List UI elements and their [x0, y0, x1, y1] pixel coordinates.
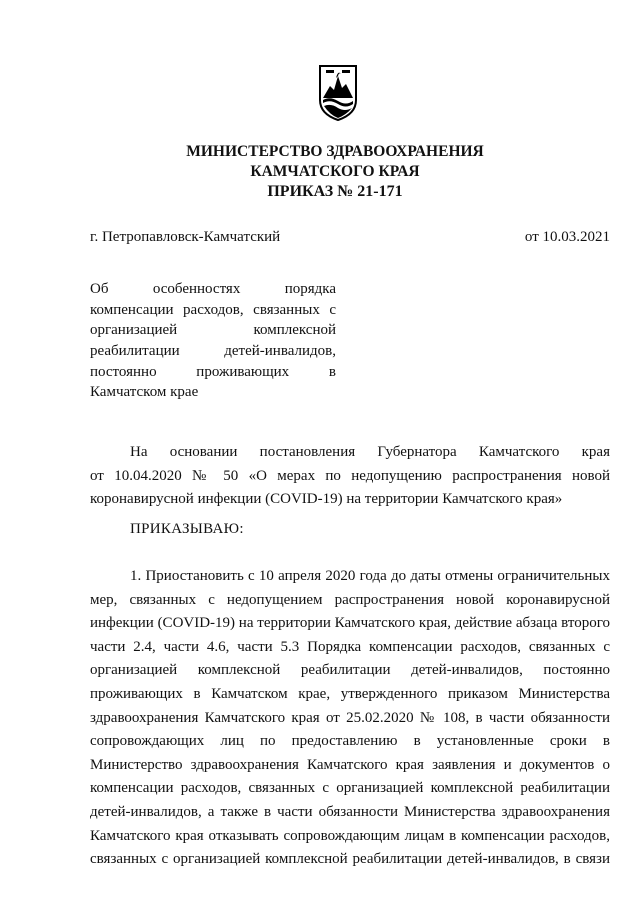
- item-line: части 2.4, части 4.6, части 5.3 Порядка компенсации расходов, связанных с: [90, 638, 610, 655]
- item-line: проживающих в Камчатском крае, утвержденного приказом Министерства: [90, 685, 610, 702]
- subject-line: Камчатском крае: [90, 384, 199, 401]
- order-title: ПРИКАЗ № 21-171: [267, 183, 403, 200]
- item-line: инфекции (COVID-19) на территории Камчатского края, действие абзаца второго: [90, 615, 610, 632]
- order-item-1: [90, 565, 610, 872]
- basis-line: коронавирусной инфекции (COVID-19) на территории Камчатского края»: [90, 491, 563, 508]
- ministry-name: [150, 142, 520, 182]
- subject-line: организацией комплексной: [90, 322, 336, 339]
- basis-line: от 10.04.2020 № 50 «О мерах по недопущению распространения новой: [90, 467, 610, 484]
- order-word: ПРИКАЗЫВАЮ:: [130, 521, 244, 537]
- subject-line: компенсации расходов, связанных с: [90, 301, 336, 318]
- subject-line: реабилитации детей-инвалидов,: [90, 343, 336, 360]
- item-line: 1. Приостановить с 10 апреля 2020 года до даты отмены ограничительных: [130, 568, 610, 584]
- order-date: от 10.03.2021: [524, 229, 610, 245]
- item-line: Министерство здравоохранения Камчатского края заявления и документов о: [90, 756, 610, 773]
- item-line: детей-инвалидов, а также в части обязанности Министерства здравоохранения: [90, 803, 610, 820]
- item-line: Камчатского края отказывать сопровождающим лицам в компенсации расходов,: [90, 827, 610, 844]
- order-place: г. Петропавловск-Камчатский: [90, 229, 281, 245]
- item-line: компенсации расходов, связанных с организацией комплексной реабилитации: [90, 780, 610, 797]
- item-line: связанных с организацией комплексной реабилитации детей-инвалидов, в связи: [90, 851, 610, 868]
- ministry-line-2: КАМЧАТСКОГО КРАЯ: [250, 163, 420, 180]
- kamchatka-coat-of-arms-icon: [318, 64, 358, 122]
- item-line: мер, связанных с недопущением распространения новой коронавирусной: [90, 591, 610, 608]
- item-line: организацией комплексной реабилитации детей-инвалидов, постоянно: [90, 662, 610, 679]
- subject-line: Об особенностях порядка: [90, 281, 336, 297]
- order-subject: [90, 279, 336, 403]
- subject-line: постоянно проживающих в: [90, 363, 336, 380]
- ministry-line-1: МИНИСТЕРСТВО ЗДРАВООХРАНЕНИЯ: [186, 143, 484, 160]
- basis-line: На основании постановления Губернатора Камчатского края: [130, 444, 610, 460]
- item-line: здравоохранения Камчатского края от 25.02.2020 № 108, в части обязанности: [90, 709, 610, 726]
- basis-paragraph: [90, 441, 610, 512]
- item-line: сопровождающих лиц по предоставлению в установленные сроки в: [90, 733, 610, 750]
